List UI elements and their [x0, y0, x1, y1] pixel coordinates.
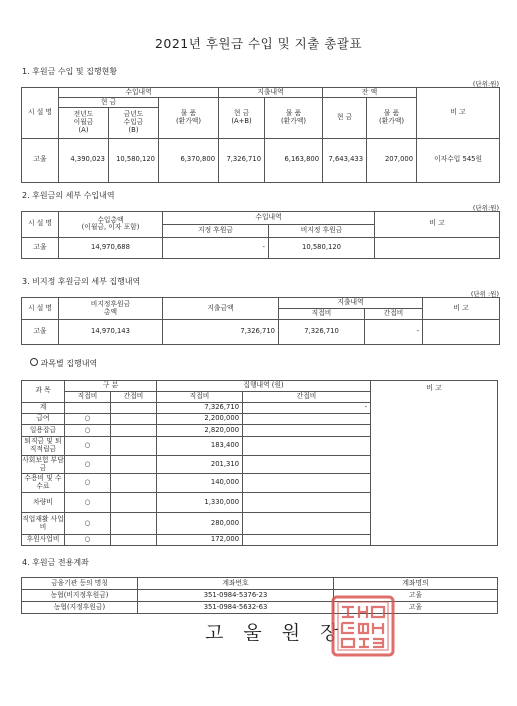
table-row: 사회보험 부담금 ○ 201,310: [22, 455, 498, 473]
income-expense-table: [21, 87, 500, 183]
document-title: 2021년 후원금 수입 및 지출 총괄표: [154, 36, 363, 51]
subject-table: 과 목 구 분 집행내역 (원) 비 고 직접비 간접비 직접비 간접비 계 7,326,710 - 급여 ○ 2,200,000 일용잡급 ○ 2,820,000 퇴직금 및 퇴직적립금 ○ 183,400 사회보험 부담금 ○ 201,310 수용비 및 수수료 ○ 140,000 차량비 ○ 1,330,000 직업재활 사업비 ○ 280,000 후원사업비 ○ 172,000: [21, 380, 498, 546]
header-note: 비 고: [417, 88, 500, 139]
table-row: 직업재활 사업비 ○ 280,000: [22, 513, 498, 535]
table-row: 농협(지정후원금) 351-0984-5632-63 고울: [22, 602, 498, 614]
table-row: 수용비 및 수수료 ○ 140,000: [22, 474, 498, 492]
header-income-cash: 현 금: [59, 98, 159, 108]
table-row: 급여 ○ 2,200,000: [22, 413, 498, 425]
table-row: 고울 14,970,688 - 10,580,120: [22, 237, 500, 258]
section-3-heading: 3. 비지정 후원금의 세부 집행내역: [22, 277, 141, 286]
circle-bullet-icon: [30, 358, 38, 366]
header-expense: 지출내역: [219, 88, 323, 98]
header-expense-cash: 현 금 (A+B): [219, 98, 265, 138]
expense-detail-table: 시 설 명 비지정후원금 총액 지출금액 지출내역 비 고 직접비 간접비 고울 14,970,143 7,326,710 7,326,710 -: [21, 297, 500, 345]
table-row: 고울 14,970,143 7,326,710 7,326,710 -: [22, 320, 500, 345]
section-1-unit: (단위:원): [472, 80, 499, 88]
header-balance-cash: 현 금: [323, 98, 367, 138]
income-detail-table: 시 설 명 수입총액 (이월금, 이자 포함) 수입내역 비 고 지정 후원금 비지정 후원금 고울 14,970,688 - 10,580,120: [21, 211, 500, 259]
section-4-heading: 4. 후원금 전용계좌: [22, 558, 89, 567]
table-row: 차량비 ○ 1,330,000: [22, 492, 498, 513]
section-3-unit: (단위 :원): [470, 290, 499, 298]
header-balance-goods: 물 품 (환가액): [367, 98, 417, 138]
section-subject-heading: 과목별 집행내역: [30, 358, 97, 369]
header-income: 수입내역: [59, 88, 219, 98]
header-current-year: 금년도 수입금 (B): [109, 108, 159, 138]
table-row: 후원사업비 ○ 172,000: [22, 535, 498, 546]
header-prev-year: 전년도 이월금 (A): [59, 108, 109, 138]
header-facility: 시 설 명: [22, 88, 59, 139]
table-row: 일용잡급 ○ 2,820,000: [22, 425, 498, 437]
table-row: 농협(비지정후원금) 351-0984-5376-23 고울: [22, 590, 498, 602]
header-balance: 잔 액: [323, 88, 417, 98]
table-row: 계 7,326,710 -: [22, 402, 498, 413]
table-row: 고울 4,390,023 10,580,120 6,370,800 7,326,710 6,163,800 7,643,433 207,000 이자수입 545원: [22, 138, 500, 183]
section-1-heading: 1. 후원금 수입 및 집행현황: [22, 67, 118, 76]
section-2-unit: (단위:원): [472, 204, 499, 212]
header-income-goods: 물 품 (환가액): [159, 98, 219, 138]
signatory-name: 고 울 원 장: [205, 622, 346, 644]
table-row: 퇴직금 및 퇴직적립금 ○ 183,400: [22, 437, 498, 455]
official-seal-icon: [331, 595, 395, 657]
header-expense-goods: 물 품 (환가액): [265, 98, 323, 138]
account-table: 금융기관 등의 명칭 계좌번호 계좌명의 농협(비지정후원금) 351-0984-5376-23 고울 농협(지정후원금) 351-0984-5632-63 고울: [21, 577, 498, 614]
section-2-heading: 2. 후원금의 세부 수입내역: [22, 191, 115, 200]
